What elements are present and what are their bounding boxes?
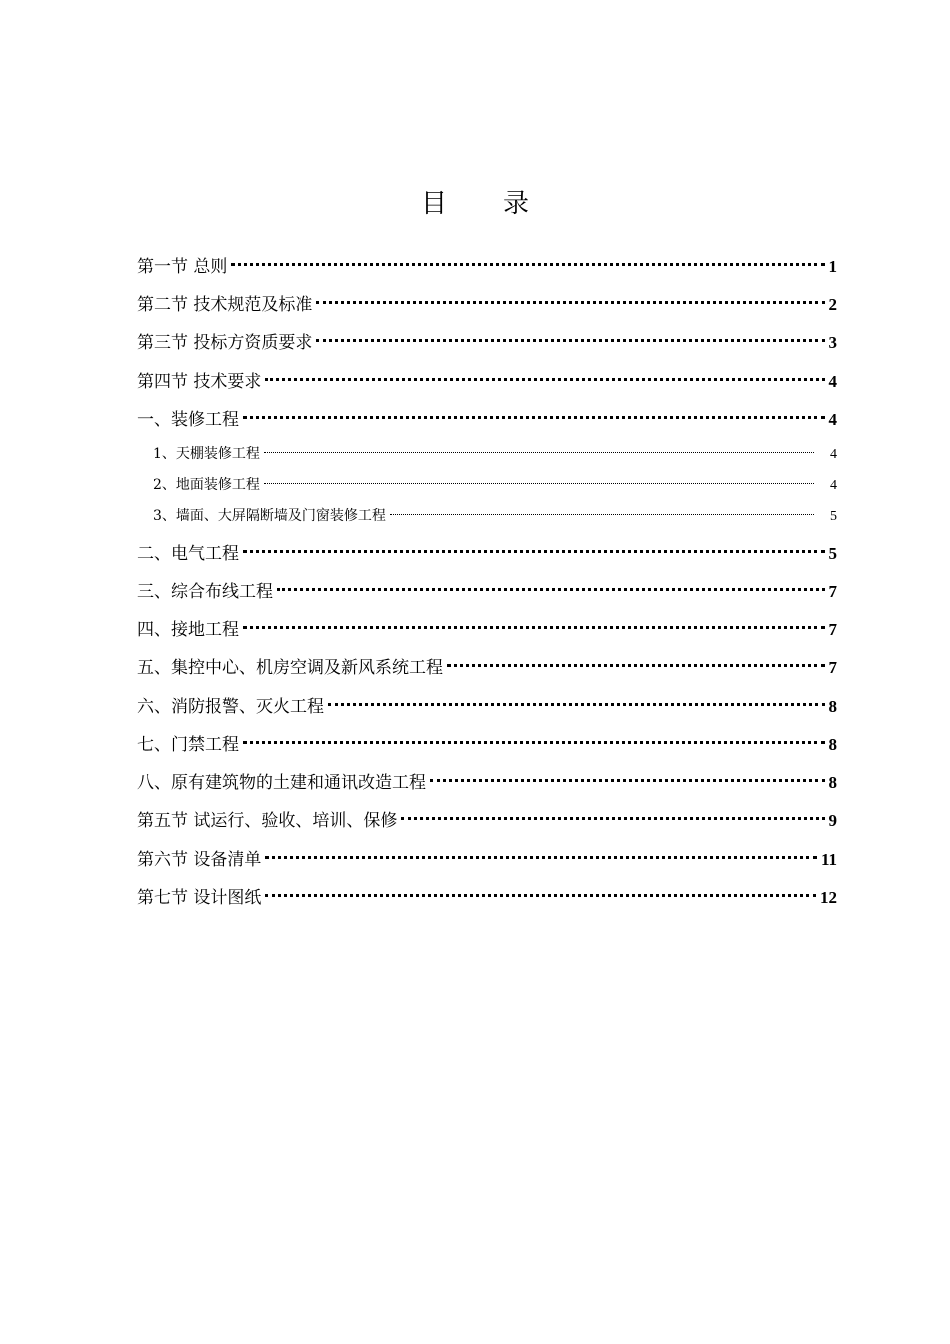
toc-dot-leader	[265, 841, 817, 865]
toc-dot-leader	[243, 611, 825, 635]
toc-dot-leader	[243, 401, 825, 425]
toc-entry[interactable]	[137, 363, 837, 392]
toc-entry-page-number: 4	[830, 447, 837, 462]
toc-dot-leader	[264, 438, 826, 458]
toc-entry-label: 第四节 技术要求	[137, 372, 262, 392]
toc-entry-page-number: 7	[828, 620, 837, 639]
toc-entry-page-number: 12	[820, 888, 837, 907]
toc-entry-page-number: 7	[828, 582, 837, 601]
toc-entry[interactable]	[137, 248, 837, 277]
toc-entry-label: 三、综合布线工程	[137, 582, 273, 602]
toc-entry-label: 八、原有建筑物的土建和通讯改造工程	[137, 773, 426, 793]
toc-entry-label: 二、电气工程	[137, 544, 239, 564]
toc-entry-label: 第五节 试运行、验收、培训、保修	[137, 811, 398, 831]
toc-dot-leader	[430, 764, 825, 788]
toc-entry[interactable]	[137, 401, 837, 430]
toc-entry-label: 3、墙面、大屏隔断墙及门窗装修工程	[153, 508, 386, 524]
toc-dot-leader	[265, 879, 816, 903]
toc-entry[interactable]	[137, 802, 837, 831]
toc-entry-label: 七、门禁工程	[137, 735, 239, 755]
toc-entry-page-number: 4	[828, 372, 837, 391]
toc-dot-leader	[316, 324, 824, 348]
toc-entry-page-number: 4	[830, 478, 837, 493]
toc-dot-leader	[277, 573, 825, 597]
toc-entry-page-number: 9	[828, 811, 837, 830]
toc-entry-label: 第二节 技术规范及标准	[137, 295, 313, 315]
toc-entry-label: 四、接地工程	[137, 620, 239, 640]
toc-entry-page-number: 3	[828, 333, 837, 352]
toc-entry[interactable]	[137, 286, 837, 315]
toc-entry[interactable]	[137, 324, 837, 353]
toc-entry-label: 第六节 设备清单	[137, 850, 262, 870]
toc-entry[interactable]	[137, 469, 837, 493]
toc-entry-page-number: 8	[828, 735, 837, 754]
toc-dot-leader	[243, 535, 825, 559]
toc-entry-page-number: 4	[828, 410, 837, 429]
toc-entry-page-number: 5	[830, 509, 837, 524]
toc-dot-leader	[401, 802, 824, 826]
toc-entry[interactable]	[137, 879, 837, 908]
toc-dot-leader	[265, 363, 824, 387]
toc-entry-page-number: 5	[828, 544, 837, 563]
toc-entry-label: 一、装修工程	[137, 410, 239, 430]
toc-entry[interactable]	[137, 726, 837, 755]
toc-dot-leader	[447, 649, 825, 673]
toc-entry-page-number: 2	[828, 295, 837, 314]
toc-dot-leader	[243, 726, 825, 750]
toc-title-char-2: 录	[503, 189, 530, 219]
toc-entry-label: 第一节 总则	[137, 257, 228, 277]
toc-entry[interactable]	[137, 688, 837, 717]
toc-entry-page-number: 11	[820, 850, 837, 869]
toc-entry[interactable]	[137, 500, 837, 524]
toc-entry[interactable]	[137, 764, 837, 793]
toc-entry-label: 第三节 投标方资质要求	[137, 333, 313, 353]
toc-dot-leader	[390, 500, 826, 520]
toc-dot-leader	[316, 286, 824, 310]
toc-dot-leader	[231, 248, 824, 272]
toc-entry[interactable]	[137, 649, 837, 678]
toc-entry-page-number: 8	[828, 773, 837, 792]
toc-title	[0, 186, 950, 222]
toc-entry[interactable]	[137, 438, 837, 462]
toc-title-char-1: 目	[420, 189, 447, 219]
toc-entry[interactable]	[137, 841, 837, 870]
toc-entry-label: 六、消防报警、灭火工程	[137, 697, 324, 717]
toc-entry-label: 第七节 设计图纸	[137, 888, 262, 908]
toc-entry-page-number: 1	[828, 257, 837, 276]
toc-entry-page-number: 8	[828, 697, 837, 716]
toc-entry-label: 2、地面装修工程	[153, 477, 260, 493]
toc-entry[interactable]	[137, 611, 837, 640]
toc-entry-label: 五、集控中心、机房空调及新风系统工程	[137, 658, 443, 678]
toc-entry[interactable]	[137, 573, 837, 602]
toc-entry[interactable]	[137, 535, 837, 564]
toc-dot-leader	[264, 469, 826, 489]
toc-entry-page-number: 7	[828, 658, 837, 677]
toc-entry-label: 1、天棚装修工程	[153, 446, 260, 462]
toc-dot-leader	[328, 688, 825, 712]
